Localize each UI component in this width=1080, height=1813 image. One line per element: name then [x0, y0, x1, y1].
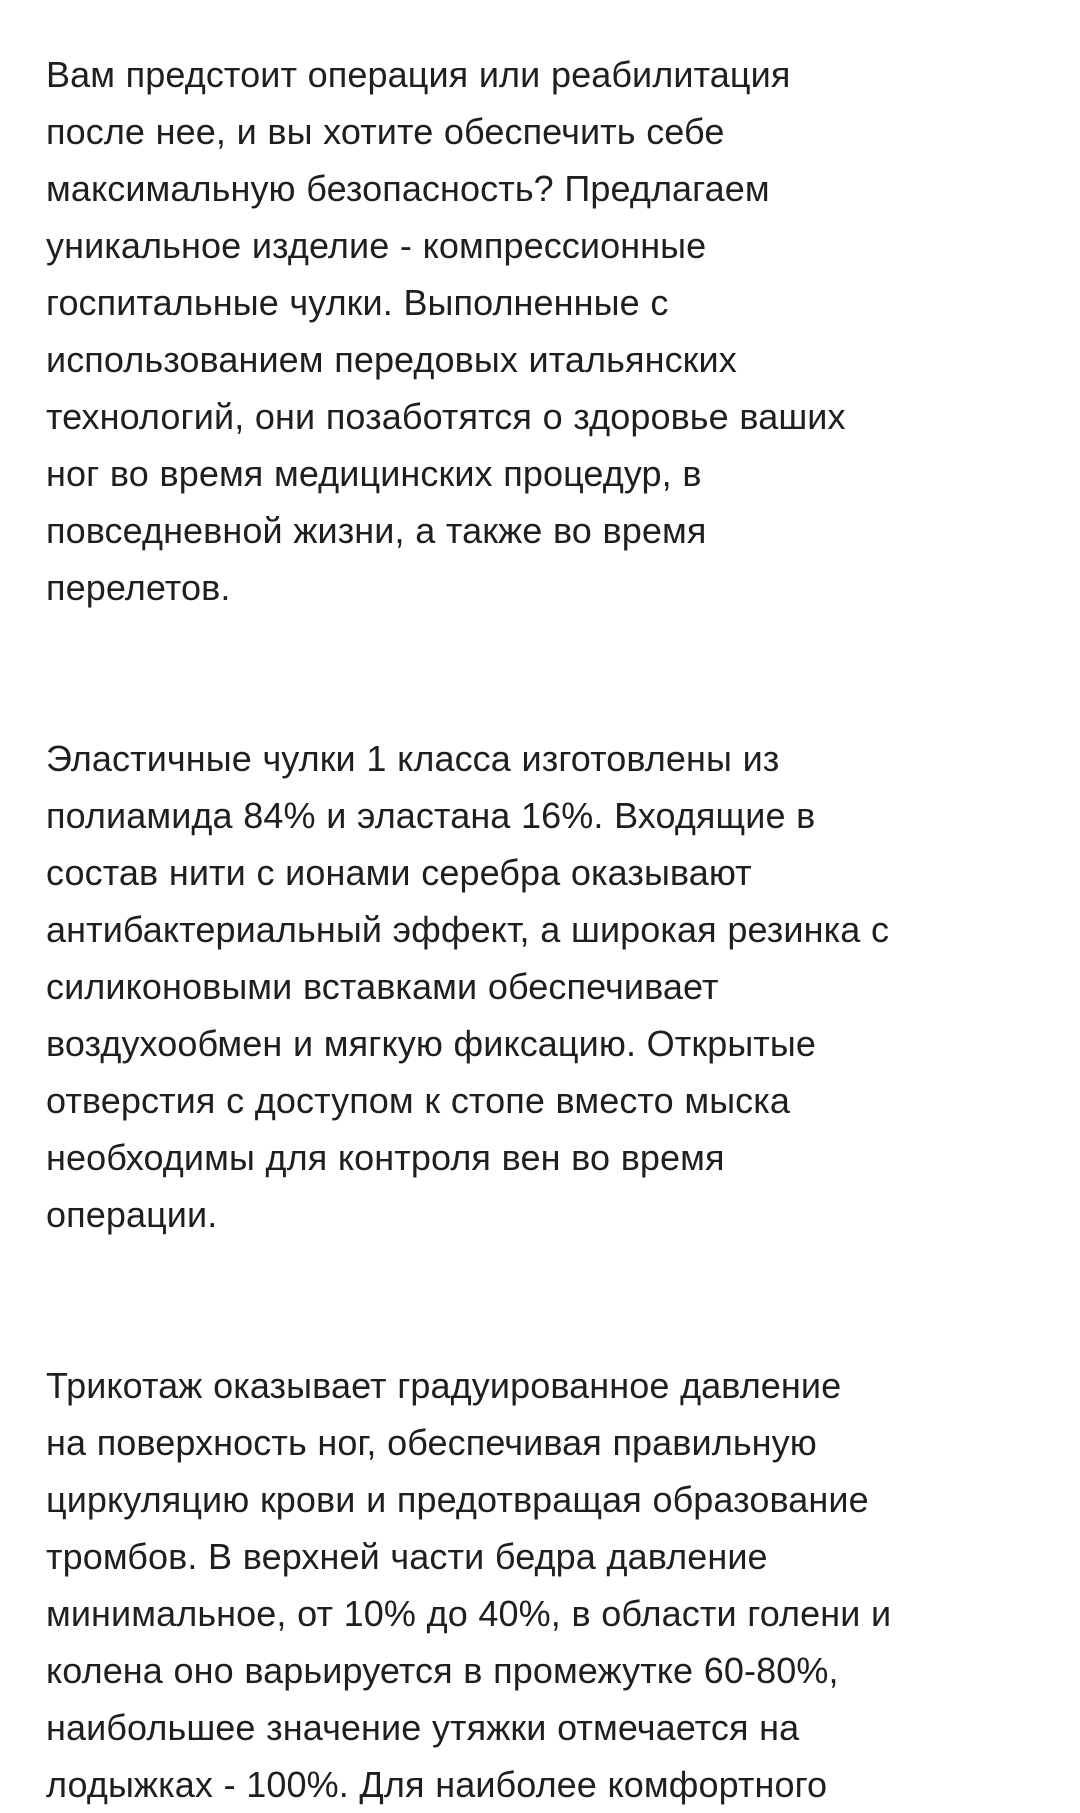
- text-line: состав нити с ионами серебра оказывают: [46, 852, 752, 893]
- text-line: использованием передовых итальянских: [46, 339, 737, 380]
- text-line: ног во время медицинских процедур, в: [46, 453, 702, 494]
- paragraph-spacer: [46, 1243, 1040, 1357]
- text-line: лодыжках - 100%. Для наиболее комфортного: [46, 1764, 828, 1805]
- text-line: минимальное, от 10% до 40%, в области голени и: [46, 1593, 892, 1634]
- text-line: максимальную безопасность? Предлагаем: [46, 168, 770, 209]
- text-line: необходимы для контроля вен во время: [46, 1137, 725, 1178]
- paragraph-materials: [46, 730, 1040, 1243]
- text-line: полиамида 84% и эластана 16%. Входящие в: [46, 795, 816, 836]
- paragraph-spacer: [46, 616, 1040, 730]
- paragraph-pressure: [46, 1357, 1040, 1813]
- text-line: отверстия с доступом к стопе вместо мыска: [46, 1080, 791, 1121]
- text-line: циркуляцию крови и предотвращая образование: [46, 1479, 869, 1520]
- text-line: Трикотаж оказывает градуированное давление: [46, 1365, 842, 1406]
- paragraph-intro: [46, 46, 1040, 616]
- text-line: после нее, и вы хотите обеспечить себе: [46, 111, 725, 152]
- text-line: наибольшее значение утяжки отмечается на: [46, 1707, 800, 1748]
- text-line: колена оно варьируется в промежутке 60-80%,: [46, 1650, 839, 1691]
- text-line: операции.: [46, 1194, 218, 1235]
- text-line: на поверхность ног, обеспечивая правильную: [46, 1422, 817, 1463]
- text-line: Вам предстоит операция или реабилитация: [46, 54, 791, 95]
- text-line: воздухообмен и мягкую фиксацию. Открытые: [46, 1023, 816, 1064]
- text-line: перелетов.: [46, 567, 231, 608]
- text-line: уникальное изделие - компрессионные: [46, 225, 707, 266]
- text-line: антибактериальный эффект, а широкая резинка с: [46, 909, 890, 950]
- text-line: тромбов. В верхней части бедра давление: [46, 1536, 768, 1577]
- text-line: технологий, они позаботятся о здоровье ваших: [46, 396, 846, 437]
- text-line: госпитальные чулки. Выполненные с: [46, 282, 669, 323]
- text-line: силиконовыми вставками обеспечивает: [46, 966, 719, 1007]
- text-line: повседневной жизни, а также во время: [46, 510, 707, 551]
- text-line: Эластичные чулки 1 класса изготовлены из: [46, 738, 780, 779]
